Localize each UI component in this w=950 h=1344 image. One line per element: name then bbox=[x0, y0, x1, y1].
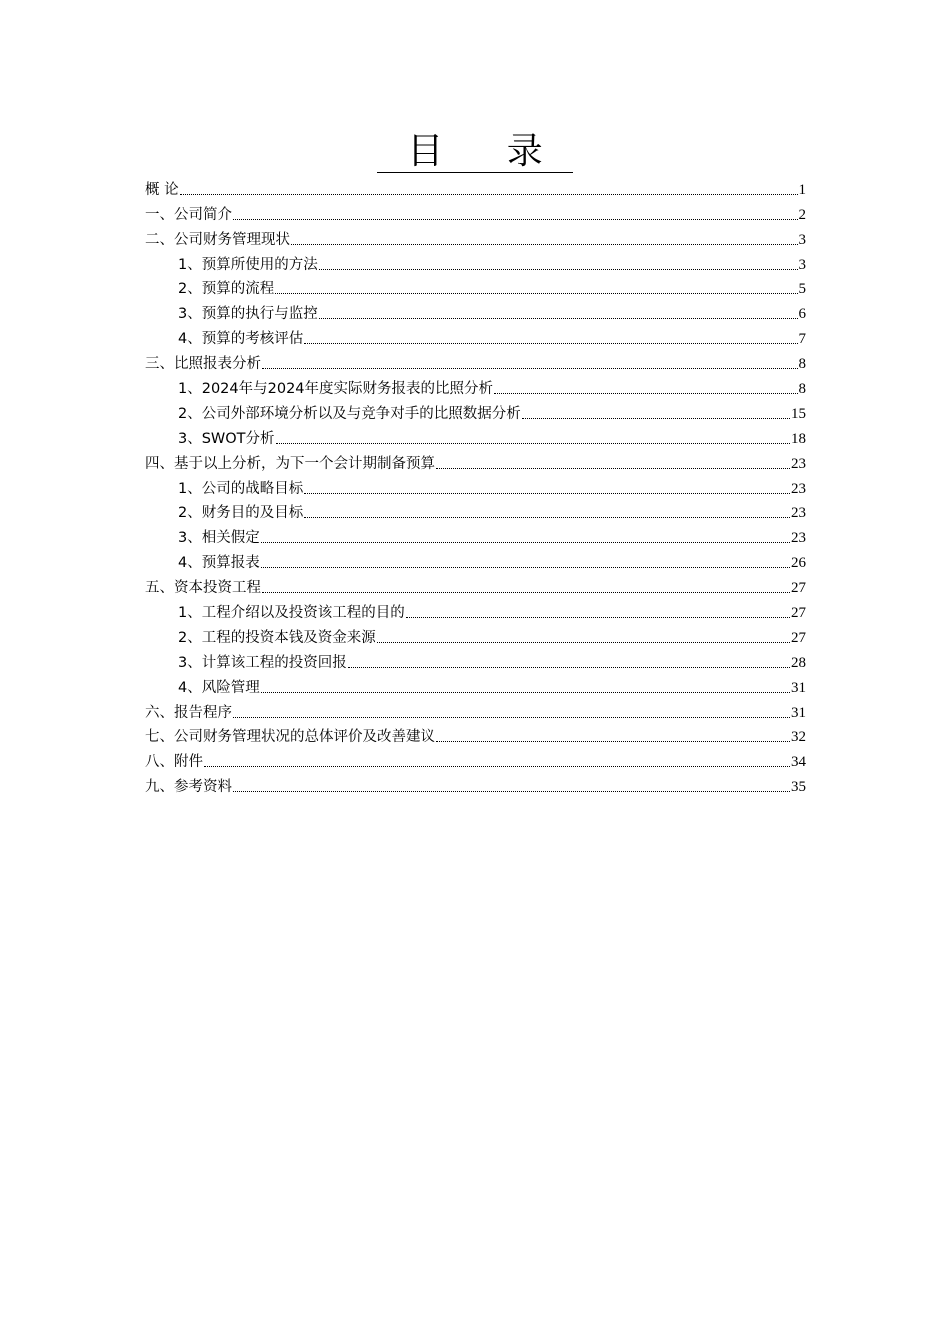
dot-leader bbox=[291, 244, 798, 245]
toc-subentry[interactable] bbox=[145, 548, 806, 573]
toc-entry-page-number: 27 bbox=[791, 629, 806, 646]
toc-entry-label: 三、比照报表分析 bbox=[145, 356, 261, 373]
dot-leader bbox=[319, 318, 798, 319]
dot-leader bbox=[436, 741, 790, 742]
toc-subentry[interactable] bbox=[145, 523, 806, 548]
toc-entry-label: 八、附件 bbox=[145, 754, 203, 771]
dot-leader bbox=[261, 567, 790, 568]
toc-entry-page-number: 23 bbox=[791, 455, 806, 472]
table-of-contents bbox=[145, 175, 806, 797]
toc-entry-label: 3、SWOT分析 bbox=[178, 430, 275, 447]
dot-leader bbox=[262, 592, 790, 593]
toc-entry-label: 2、工程的投资本钱及资金来源 bbox=[178, 629, 376, 646]
toc-entry-label: 1、公司的战略目标 bbox=[178, 480, 304, 497]
toc-entry-page-number: 31 bbox=[791, 704, 806, 721]
toc-subentry[interactable] bbox=[145, 399, 806, 424]
toc-entry-label: 概 论 bbox=[145, 181, 179, 198]
toc-entry-page-number: 15 bbox=[791, 405, 806, 422]
toc-subentry[interactable] bbox=[145, 250, 806, 275]
toc-entry[interactable] bbox=[145, 747, 806, 772]
dot-leader bbox=[406, 617, 790, 618]
dot-leader bbox=[233, 791, 790, 792]
toc-entry-page-number: 32 bbox=[791, 729, 806, 746]
dot-leader bbox=[180, 194, 798, 195]
toc-entry-page-number: 3 bbox=[798, 231, 806, 248]
dot-leader bbox=[319, 269, 798, 270]
toc-subentry[interactable] bbox=[145, 324, 806, 349]
toc-entry-label: 1、预算所使用的方法 bbox=[178, 256, 318, 273]
toc-entry-page-number: 5 bbox=[798, 281, 806, 298]
toc-subentry[interactable] bbox=[145, 623, 806, 648]
toc-subentry[interactable] bbox=[145, 499, 806, 524]
toc-entry-label: 九、参考资料 bbox=[145, 779, 232, 796]
toc-subentry[interactable] bbox=[145, 275, 806, 300]
dot-leader bbox=[436, 468, 790, 469]
toc-entry[interactable] bbox=[145, 772, 806, 797]
toc-entry-label: 3、预算的执行与监控 bbox=[178, 306, 318, 323]
toc-entry-label: 2、财务目的及目标 bbox=[178, 505, 304, 522]
toc-entry-label: 2、预算的流程 bbox=[178, 281, 275, 298]
dot-leader bbox=[348, 667, 790, 668]
toc-entry-label: 二、公司财务管理现状 bbox=[145, 231, 290, 248]
toc-entry-label: 4、预算报表 bbox=[178, 555, 260, 572]
dot-leader bbox=[233, 717, 790, 718]
toc-entry-label: 1、工程介绍以及投资该工程的目的 bbox=[178, 605, 405, 622]
toc-entry-label: 4、风险管理 bbox=[178, 679, 260, 696]
toc-entry-page-number: 35 bbox=[791, 779, 806, 796]
toc-entry-page-number: 27 bbox=[791, 605, 806, 622]
toc-subentry[interactable] bbox=[145, 648, 806, 673]
toc-entry[interactable] bbox=[145, 175, 806, 200]
dot-leader bbox=[304, 517, 790, 518]
toc-entry-page-number: 27 bbox=[791, 580, 806, 597]
dot-leader bbox=[304, 493, 790, 494]
dot-leader bbox=[377, 642, 790, 643]
toc-entry-page-number: 23 bbox=[791, 530, 806, 547]
toc-entry-label: 2、公司外部环境分析以及与竞争对手的比照数据分析 bbox=[178, 405, 521, 422]
toc-entry-label: 1、2024年与2024年度实际财务报表的比照分析 bbox=[178, 381, 494, 398]
toc-title: 目 录 bbox=[377, 132, 572, 173]
dot-leader bbox=[494, 393, 797, 394]
toc-entry-page-number: 8 bbox=[798, 356, 806, 373]
toc-subentry[interactable] bbox=[145, 424, 806, 449]
toc-entry-page-number: 6 bbox=[798, 306, 806, 323]
dot-leader bbox=[261, 542, 790, 543]
dot-leader bbox=[304, 343, 797, 344]
dot-leader bbox=[276, 443, 790, 444]
toc-subentry[interactable] bbox=[145, 673, 806, 698]
toc-entry-page-number: 7 bbox=[798, 331, 806, 348]
dot-leader bbox=[522, 418, 790, 419]
toc-entry-page-number: 2 bbox=[798, 206, 806, 223]
toc-entry[interactable] bbox=[145, 349, 806, 374]
dot-leader bbox=[262, 368, 798, 369]
toc-entry-page-number: 34 bbox=[791, 754, 806, 771]
dot-leader bbox=[261, 692, 790, 693]
toc-entry-label: 3、相关假定 bbox=[178, 530, 260, 547]
toc-entry-label: 六、报告程序 bbox=[145, 704, 232, 721]
toc-subentry[interactable] bbox=[145, 474, 806, 499]
toc-entry-page-number: 28 bbox=[791, 654, 806, 671]
toc-entry-page-number: 26 bbox=[791, 555, 806, 572]
toc-entry[interactable] bbox=[145, 449, 806, 474]
toc-entry[interactable] bbox=[145, 698, 806, 723]
toc-entry[interactable] bbox=[145, 723, 806, 748]
dot-leader bbox=[275, 293, 797, 294]
toc-subentry[interactable] bbox=[145, 374, 806, 399]
toc-entry-page-number: 3 bbox=[798, 256, 806, 273]
toc-entry-page-number: 23 bbox=[791, 505, 806, 522]
toc-entry-label: 4、预算的考核评估 bbox=[178, 331, 304, 348]
toc-subentry[interactable] bbox=[145, 598, 806, 623]
toc-entry-page-number: 23 bbox=[791, 480, 806, 497]
toc-entry-label: 七、公司财务管理状况的总体评价及改善建议 bbox=[145, 729, 435, 746]
toc-entry-label: 五、资本投资工程 bbox=[145, 580, 261, 597]
toc-title-container bbox=[0, 128, 950, 176]
toc-entry-page-number: 18 bbox=[791, 430, 806, 447]
toc-entry-page-number: 8 bbox=[798, 381, 806, 398]
toc-entry-label: 3、计算该工程的投资回报 bbox=[178, 654, 347, 671]
toc-entry[interactable] bbox=[145, 225, 806, 250]
toc-subentry[interactable] bbox=[145, 299, 806, 324]
toc-entry-label: 四、基于以上分析，为下一个会计期制备预算 bbox=[145, 455, 435, 472]
dot-leader bbox=[233, 219, 798, 220]
dot-leader bbox=[204, 766, 790, 767]
toc-entry-page-number: 31 bbox=[791, 679, 806, 696]
toc-entry-label: 一、公司简介 bbox=[145, 206, 232, 223]
toc-entry[interactable] bbox=[145, 573, 806, 598]
toc-entry[interactable] bbox=[145, 200, 806, 225]
toc-entry-page-number: 1 bbox=[798, 181, 806, 198]
